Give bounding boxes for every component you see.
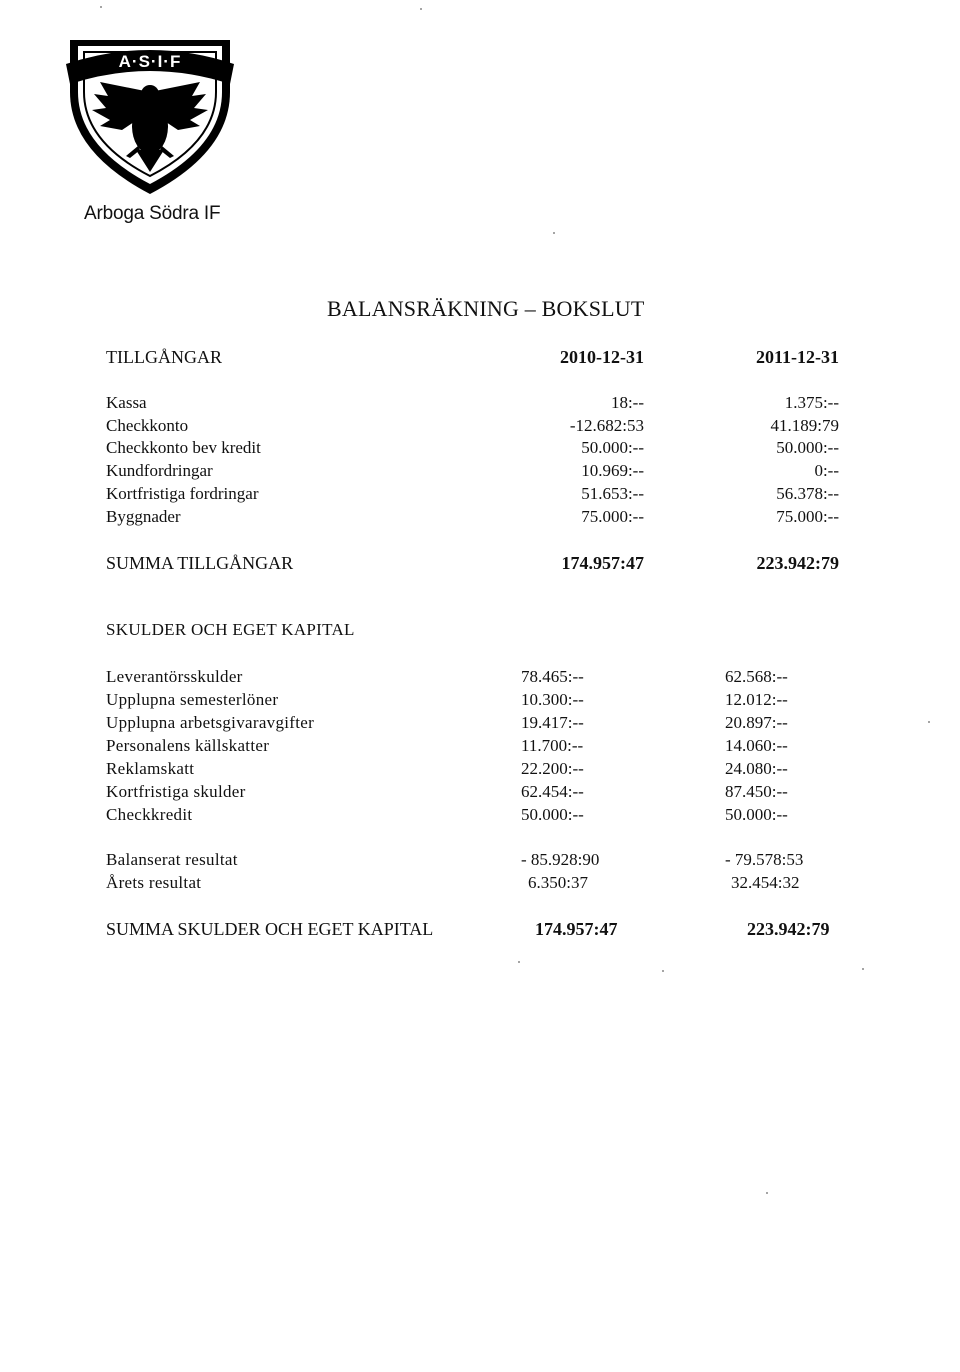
scan-speck — [100, 6, 102, 8]
row-label: Checkkredit — [106, 805, 193, 824]
scan-speck — [553, 232, 555, 234]
club-name: Arboga Södra IF — [84, 203, 221, 224]
table-row — [0, 666, 960, 688]
total-2010: 174.957:47 — [561, 553, 644, 573]
value-2011: 1.375:-- — [784, 393, 839, 412]
scan-speck — [420, 8, 422, 10]
value-2011: 20.897:-- — [725, 713, 788, 732]
value-2011: 32.454:32 — [731, 873, 800, 892]
eagle-shield-icon — [60, 22, 240, 202]
value-2010: -12.682:53 — [569, 416, 644, 435]
table-row — [0, 415, 960, 437]
table-row — [0, 758, 960, 780]
row-label: Personalens källskatter — [106, 736, 270, 755]
value-2010: 10.300:-- — [521, 690, 584, 709]
value-2010: 6.350:37 — [528, 873, 588, 892]
table-row — [0, 460, 960, 482]
row-label: Kortfristiga skulder — [106, 782, 246, 801]
table-row — [0, 735, 960, 757]
club-logo — [60, 22, 240, 202]
assets-heading: TILLGÅNGAR — [106, 347, 222, 367]
column-header-2010: 2010-12-31 — [560, 347, 644, 367]
scan-speck — [862, 968, 864, 970]
value-2011: 41.189:79 — [770, 416, 839, 435]
table-row — [0, 483, 960, 505]
scan-speck — [518, 961, 520, 963]
table-row — [0, 392, 960, 414]
table-row — [0, 872, 960, 894]
value-2010: 10.969:-- — [581, 461, 644, 480]
scan-speck — [662, 970, 664, 972]
liabilities-heading: SKULDER OCH EGET KAPITAL — [106, 620, 355, 639]
logo-text: A·S·I·F — [118, 52, 182, 71]
row-label: Kundfordringar — [106, 461, 213, 480]
value-2011: 0:-- — [814, 461, 839, 480]
value-2010: 50.000:-- — [521, 805, 584, 824]
value-2010: 18:-- — [610, 393, 644, 412]
value-2010: 50.000:-- — [581, 438, 644, 457]
value-2010: 78.465:-- — [521, 667, 584, 686]
value-2011: 62.568:-- — [725, 667, 788, 686]
value-2011: 50.000:-- — [776, 438, 839, 457]
row-label: Checkkonto — [106, 416, 189, 435]
row-label: Reklamskatt — [106, 759, 195, 778]
value-2011: 24.080:-- — [725, 759, 788, 778]
row-label: Upplupna semesterlöner — [106, 690, 279, 709]
row-label: Kortfristiga fordringar — [106, 484, 259, 503]
total-label: SUMMA SKULDER OCH EGET KAPITAL — [106, 919, 434, 939]
table-row — [0, 712, 960, 734]
total-label: SUMMA TILLGÅNGAR — [106, 553, 294, 573]
column-header-2011: 2011-12-31 — [756, 347, 839, 367]
assets-total-row — [0, 552, 960, 574]
value-2010: 51.653:-- — [581, 484, 644, 503]
table-row — [0, 506, 960, 528]
total-2010: 174.957:47 — [535, 919, 618, 939]
value-2011: 12.012:-- — [725, 690, 788, 709]
table-row — [0, 804, 960, 826]
value-2010: 75.000:-- — [581, 507, 644, 526]
total-2011: 223.942:79 — [747, 919, 830, 939]
row-label: Kassa — [106, 393, 147, 412]
row-label: Checkkonto bev kredit — [106, 438, 261, 457]
value-2010: 22.200:-- — [521, 759, 584, 778]
value-2011: 56.378:-- — [776, 484, 839, 503]
row-label: Balanserat resultat — [106, 850, 238, 869]
value-2011: 14.060:-- — [725, 736, 788, 755]
value-2010: - 85.928:90 — [521, 850, 600, 869]
row-label: Upplupna arbetsgivaravgifter — [106, 713, 315, 732]
total-2011: 223.942:79 — [756, 553, 839, 573]
value-2010: 19.417:-- — [521, 713, 584, 732]
assets-header-row — [0, 346, 960, 368]
row-label: Leverantörsskulder — [106, 667, 243, 686]
table-row — [0, 437, 960, 459]
page-title: BALANSRÄKNING – BOKSLUT — [327, 296, 645, 321]
row-label: Byggnader — [106, 507, 181, 526]
value-2011: 50.000:-- — [725, 805, 788, 824]
value-2011: 87.450:-- — [725, 782, 788, 801]
value-2010: 11.700:-- — [521, 736, 584, 755]
table-row — [0, 781, 960, 803]
scan-speck — [766, 1192, 768, 1194]
row-label: Årets resultat — [106, 873, 202, 892]
value-2011: - 79.578:53 — [725, 850, 804, 869]
value-2011: 75.000:-- — [776, 507, 839, 526]
scan-speck — [928, 721, 930, 723]
value-2010: 62.454:-- — [521, 782, 584, 801]
liabilities-total-row — [0, 918, 960, 940]
table-row — [0, 849, 960, 871]
table-row — [0, 689, 960, 711]
